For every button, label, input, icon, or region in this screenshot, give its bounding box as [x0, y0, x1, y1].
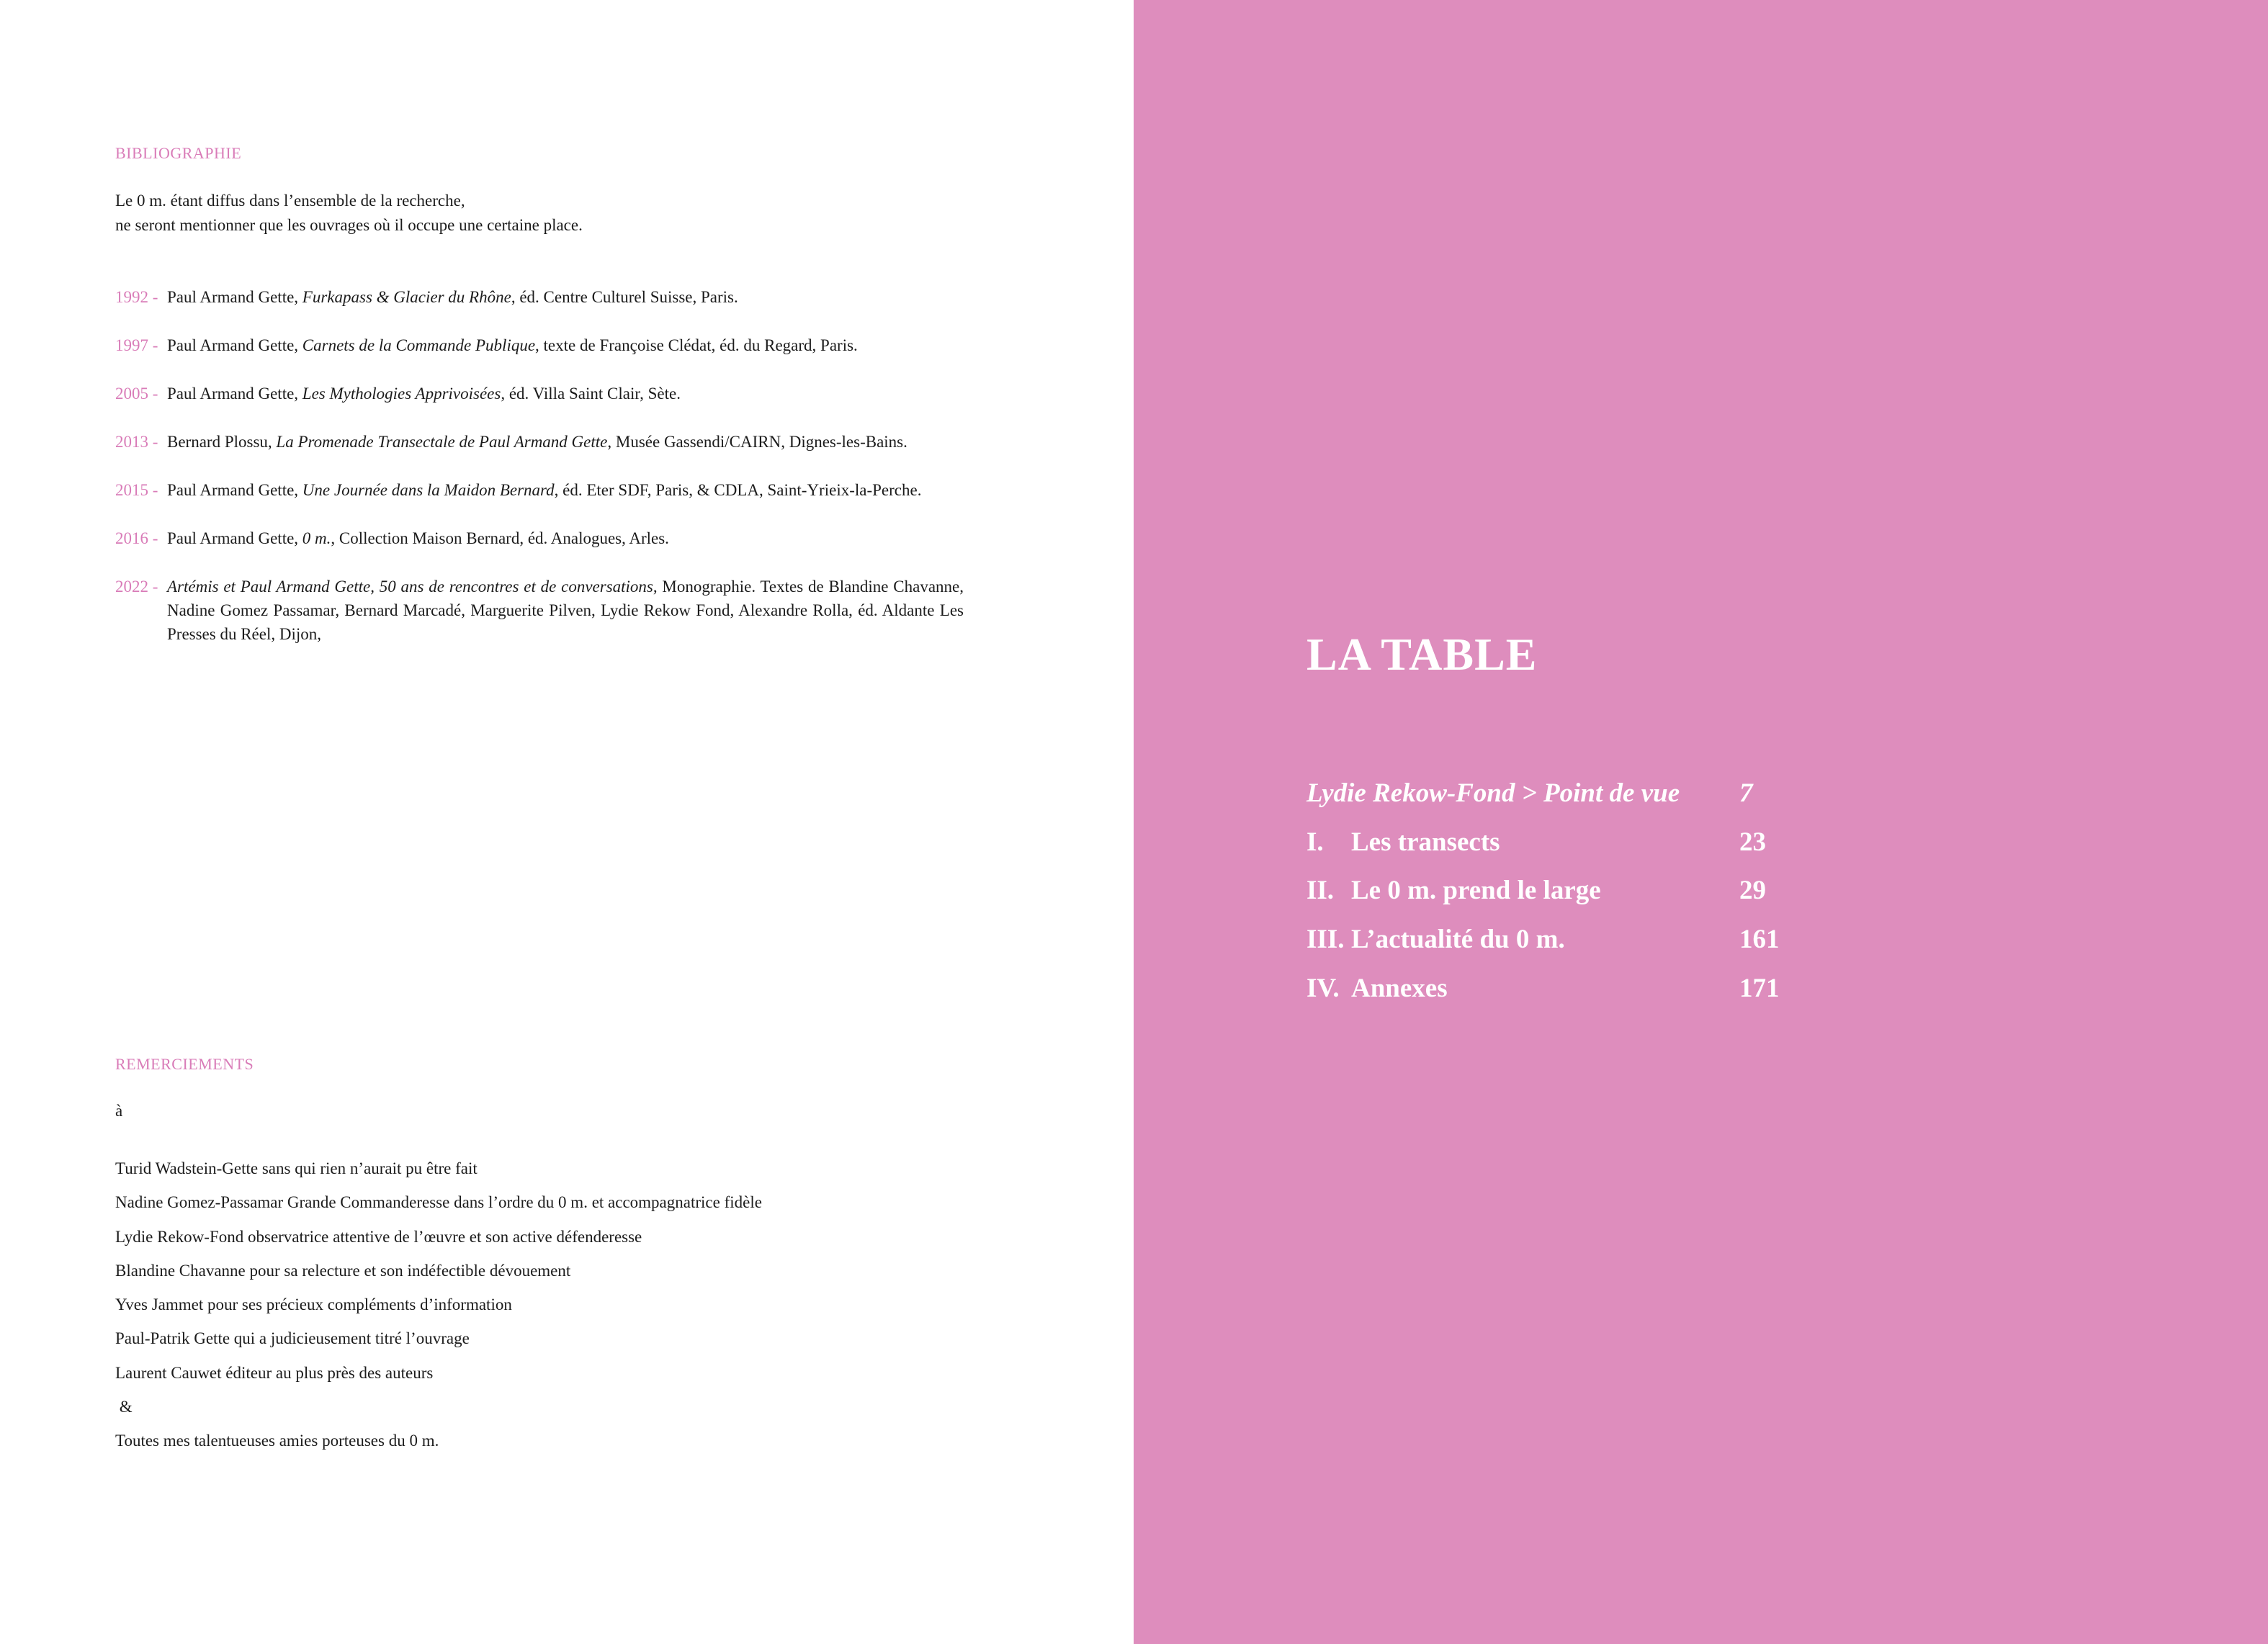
- entry-text: Artémis et Paul Armand Gette, 50 ans de rencontres et de conversations, Monographie. Textes de Blandine Chavanne, Nadine Gomez Passamar, Bernard Marcadé, Marguerite Pilven, Lydie Rekow Fond, Alexandre Rolla, éd. Aldante Les Presses du Réel, Dijon,: [167, 578, 964, 643]
- entry-title: Une Journée dans la Maidon Bernard: [302, 481, 555, 499]
- toc-entry-number: II.: [1306, 876, 1335, 906]
- entry-text: Bernard Plossu, La Promenade Transectale de Paul Armand Gette, Musée Gassendi/CAIRN, Dignes-les-Bains.: [167, 433, 907, 451]
- entry-text: Paul Armand Gette, Les Mythologies Apprivoisées, éd. Villa Saint Clair, Sète.: [167, 385, 681, 403]
- entry-title: Carnets de la Commande Publique: [302, 336, 536, 354]
- entry-year: 2015 -: [115, 481, 158, 499]
- acknowledgement-line: Blandine Chavanne pour sa relecture et son indéfectible dévouement: [115, 1261, 571, 1280]
- entry-title: La Promenade Transectale de Paul Armand Gette: [276, 433, 608, 451]
- bibliography-list: [115, 285, 964, 670]
- acknowledgement-line: Turid Wadstein-Gette sans qui rien n’aurait pu être fait: [115, 1159, 478, 1177]
- entry-text: Paul Armand Gette, Carnets de la Commande Publique, texte de Françoise Clédat, éd. du Regard, Paris.: [167, 336, 858, 354]
- entry-title: Furkapass & Glacier du Rhône: [302, 288, 511, 306]
- toc-entry[interactable]: [1306, 818, 1825, 867]
- toc-entry[interactable]: [1306, 915, 1825, 964]
- toc-entry-label: L’actualité du 0 m.: [1351, 925, 1565, 955]
- acknowledgement-line: Toutes mes talentueuses amies porteuses du 0 m.: [115, 1432, 439, 1450]
- entry-title: 0 m.: [302, 529, 331, 547]
- entry-text: Paul Armand Gette, Furkapass & Glacier du Rhône, éd. Centre Culturel Suisse, Paris.: [167, 288, 738, 306]
- toc-entry-label: Les transects: [1351, 827, 1500, 857]
- entry-year: 1992 -: [115, 288, 158, 306]
- right-page: [1134, 0, 2268, 1644]
- bibliography-heading: BIBLIOGRAPHIE: [115, 144, 242, 162]
- entry-year: 2016 -: [115, 529, 158, 547]
- acknowledgement-line: Paul-Patrik Gette qui a judicieusement titré l’ouvrage: [115, 1329, 470, 1348]
- toc-entry-page: 29: [1739, 876, 1766, 906]
- entry-title: Artémis et Paul Armand Gette, 50 ans de rencontres et de conversations: [167, 578, 653, 596]
- toc-entry-number: I.: [1306, 827, 1324, 857]
- toc-entry-page: 23: [1739, 827, 1766, 857]
- toc-entry-label: Le 0 m. prend le large: [1351, 876, 1601, 906]
- bibliography-entry: [115, 526, 964, 550]
- toc-entry-number: IV.: [1306, 973, 1340, 1003]
- bibliography-entry: [115, 430, 964, 454]
- toc-entry-page: 171: [1739, 973, 1780, 1003]
- acknowledgements-list: [115, 1156, 762, 1463]
- bibliography-entry: [115, 575, 964, 646]
- toc-entry[interactable]: [1306, 866, 1825, 915]
- toc-entry-label: Annexes: [1351, 973, 1448, 1003]
- intro-line-1: Le 0 m. étant diffus dans l’ensemble de la recherche,: [115, 192, 465, 210]
- acknowledgement-line: Laurent Cauwet éditeur au plus près des auteurs: [115, 1363, 434, 1382]
- acknowledgement-line: &: [115, 1398, 133, 1416]
- toc-entry-label: Lydie Rekow-Fond > Point de vue: [1306, 778, 1680, 808]
- toc-entry-featured[interactable]: [1306, 769, 1825, 818]
- toc-title: LA TABLE: [1306, 629, 1538, 680]
- entry-year: 2022 -: [115, 578, 158, 596]
- acknowledgement-line: Nadine Gomez-Passamar Grande Commanderesse dans l’ordre du 0 m. et accompagnatrice fidèle: [115, 1193, 762, 1212]
- intro-line-2: ne seront mentionner que les ouvrages où il occupe une certaine place.: [115, 216, 583, 234]
- acknowledgements-heading: REMERCIEMENTS: [115, 1055, 254, 1073]
- bibliography-entry: [115, 478, 964, 502]
- entry-year: 1997 -: [115, 336, 158, 354]
- acknowledgements-dedication: à: [115, 1102, 123, 1120]
- toc-entry[interactable]: [1306, 964, 1825, 1013]
- toc-entry-page: 7: [1739, 778, 1753, 808]
- bibliography-entry: [115, 382, 964, 405]
- entry-text: Paul Armand Gette, 0 m., Collection Maison Bernard, éd. Analogues, Arles.: [167, 529, 669, 547]
- entry-title: Les Mythologies Apprivoisées: [302, 385, 501, 403]
- acknowledgement-line: Yves Jammet pour ses précieux compléments d’information: [115, 1295, 512, 1314]
- bibliography-intro: [115, 189, 583, 238]
- entry-year: 2005 -: [115, 385, 158, 403]
- acknowledgement-line: Lydie Rekow-Fond observatrice attentive de l’œuvre et son active défenderesse: [115, 1227, 642, 1246]
- entry-text: Paul Armand Gette, Une Journée dans la Maidon Bernard, éd. Eter SDF, Paris, & CDLA, Saint-Yrieix-la-Perche.: [167, 481, 922, 499]
- bibliography-entry: [115, 333, 964, 357]
- toc-entry-number: III.: [1306, 925, 1345, 955]
- table-of-contents: [1306, 769, 1825, 1012]
- entry-year: 2013 -: [115, 433, 158, 451]
- toc-entry-page: 161: [1739, 925, 1780, 955]
- bibliography-entry: [115, 285, 964, 309]
